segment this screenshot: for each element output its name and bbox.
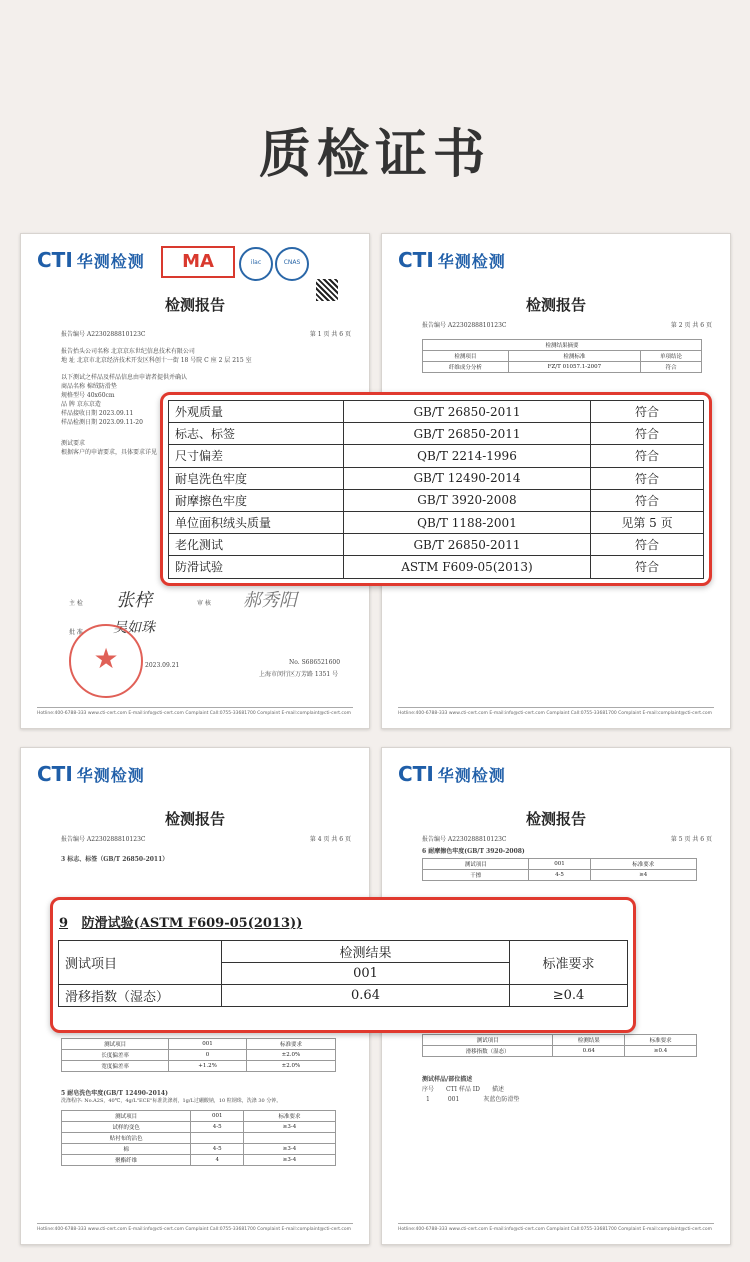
page-number: 第 1 页 共 6 页 xyxy=(309,331,351,338)
section-note: 洗涤程序: No.A2S，40℃，4g/L"ECE"标准洗涤剂，1g/L过硼酸钠，10 粒钢珠，洗涤 30 分钟。 xyxy=(61,1098,282,1104)
page-number: 第 4 页 共 6 页 xyxy=(309,836,351,843)
page-footer: Hotline:400-6788-333 www.cti-cert.com E-mail:info@cti-cert.com Complaint Call:0755-33681700 Complaint E-mail:complaint@cti-cert.com xyxy=(37,707,353,716)
table-cell xyxy=(191,1133,244,1144)
page-number: 第 2 页 共 6 页 xyxy=(670,322,712,329)
table-row xyxy=(169,489,704,511)
test-standard: GB/T 26850-2011 xyxy=(344,534,591,556)
test-result: 符合 xyxy=(591,489,704,511)
cti-logo: CTI 华测检测 xyxy=(37,248,145,272)
summary-title: 检测结果摘要 xyxy=(423,340,702,351)
antislip-heading: 9 防滑试验(ASTM F609-05(2013)) xyxy=(59,916,303,931)
page-number: 第 5 页 共 6 页 xyxy=(670,836,712,843)
test-item: 滑移指数（湿态） xyxy=(59,985,222,1007)
sample-id: 001 xyxy=(529,859,590,870)
doc-line: 地 址 北京市北京经济技术开发区科创十一街 18 号院 C 座 2 层 215 室 xyxy=(61,357,252,364)
test-standard: GB/T 26850-2011 xyxy=(344,423,591,445)
doc-line: 品 牌 京东京造 xyxy=(61,401,101,408)
sign-label: 审 核 xyxy=(197,600,211,607)
summary-table xyxy=(422,339,702,373)
results-callout xyxy=(160,392,712,586)
col-header: 测试项目 xyxy=(423,1035,553,1046)
page-title: 质检证书 xyxy=(258,125,491,185)
table-row xyxy=(169,467,704,489)
col-header: 检测结果 xyxy=(222,941,510,963)
report-title: 检测报告 xyxy=(164,296,225,314)
table-cell: 聚酯纤维 xyxy=(62,1155,191,1166)
table-cell xyxy=(244,1133,336,1144)
doc-line: 商品名称 棉绒防滑垫 xyxy=(61,383,117,390)
table-cell: 长度偏差率 xyxy=(62,1050,169,1061)
report-date: 2023.09.21 xyxy=(145,662,180,669)
doc-line: 根据客户的申请要求，具体要求详见 xyxy=(61,449,158,456)
section-heading: 6 耐摩擦色牢度(GB/T 3920-2008) xyxy=(422,848,525,855)
signature: 吴如珠 xyxy=(113,620,155,636)
cnas-icon: CNAS xyxy=(275,247,309,281)
col-header: 标准要求 xyxy=(246,1039,335,1050)
table-cell: ±2.0% xyxy=(246,1050,335,1061)
test-item: 老化测试 xyxy=(169,534,344,556)
table-row xyxy=(169,423,704,445)
table-cell: +1.2% xyxy=(169,1061,247,1072)
col-header: 测试项目 xyxy=(59,941,222,985)
section-heading: 3 标志、标签（GB/T 26850-2011） xyxy=(61,856,169,863)
test-item: 单位面积绒头质量 xyxy=(169,511,344,533)
test-item: 尺寸偏差 xyxy=(169,445,344,467)
wash-fastness-table xyxy=(61,1110,336,1166)
col-header: 标准要求 xyxy=(244,1111,336,1122)
report-number: 报告编号 A2230288810123C xyxy=(422,836,507,843)
official-seal-icon: ★ xyxy=(69,624,143,698)
table-row xyxy=(169,534,704,556)
table-cell: ≥3-4 xyxy=(244,1155,336,1166)
results-table xyxy=(168,400,704,579)
cma-mark-icon: MA xyxy=(161,246,235,278)
table-cell: 0.64 xyxy=(553,1046,625,1057)
table-row xyxy=(169,401,704,423)
doc-line: 样品检测日期 2023.09.11-20 xyxy=(61,419,143,426)
table-cell: 干擦 xyxy=(423,870,529,881)
sample-row: 1 001 灰蓝色防滑垫 xyxy=(426,1096,520,1103)
table-cell: 符合 xyxy=(640,362,701,373)
test-result: 见第 5 页 xyxy=(591,511,704,533)
test-item: 防滑试验 xyxy=(169,556,344,578)
cti-logo: CTI 华测检测 xyxy=(398,762,506,786)
test-result: 符合 xyxy=(591,534,704,556)
antislip-callout xyxy=(50,897,636,1033)
sample-header-row: 序号 CTI 样品 ID 描述 xyxy=(422,1086,505,1093)
rub-fastness-table xyxy=(422,858,697,881)
page-footer: Hotline:400-6788-333 www.cti-cert.com E-mail:info@cti-cert.com Complaint Call:0755-33681700 Complaint E-mail:complaint@cti-cert.com xyxy=(37,1223,353,1232)
lab-address: 上海市闵行区万芳路 1351 号 xyxy=(259,671,339,678)
test-item: 耐皂洗色牢度 xyxy=(169,467,344,489)
table-row xyxy=(169,556,704,578)
doc-line: 以下测试之样品及样品信息由申请者提供并确认 xyxy=(61,374,188,381)
table-cell: 4-5 xyxy=(191,1122,244,1133)
report-number: 报告编号 A2230288810123C xyxy=(61,836,146,843)
col-header: 检测项目 xyxy=(423,351,509,362)
col-header: 标准要求 xyxy=(590,859,696,870)
table-cell: 宽度偏差率 xyxy=(62,1061,169,1072)
test-standard: GB/T 12490-2014 xyxy=(344,467,591,489)
test-standard: ASTM F609-05(2013) xyxy=(344,556,591,578)
test-result: 符合 xyxy=(591,445,704,467)
sign-label: 批 准 xyxy=(69,629,83,636)
col-header: 单项结论 xyxy=(640,351,701,362)
col-header: 检测结果 xyxy=(553,1035,625,1046)
table-cell: 纤维成分分析 xyxy=(423,362,509,373)
test-result: 符合 xyxy=(591,556,704,578)
test-standard: QB/T 2214-1996 xyxy=(344,445,591,467)
antislip-mini-table xyxy=(422,1034,697,1057)
report-id: No. S686521600 xyxy=(289,659,341,666)
signature: 张梓 xyxy=(116,590,152,611)
antislip-table xyxy=(58,940,628,1007)
doc-line: 规格型号 40x60cm xyxy=(61,392,115,399)
cti-logo: CTI 华测检测 xyxy=(398,248,506,272)
col-header: 测试项目 xyxy=(423,859,529,870)
table-cell: 试样的变色 xyxy=(62,1122,191,1133)
table-cell: 贴衬布的沾色 xyxy=(62,1133,191,1144)
test-standard: GB/T 26850-2011 xyxy=(344,401,591,423)
report-title: 检测报告 xyxy=(525,810,586,828)
test-item: 标志、标签 xyxy=(169,423,344,445)
table-cell: FZ/T 01057.1-2007 xyxy=(508,362,640,373)
test-result: 符合 xyxy=(591,467,704,489)
table-cell: ±2.0% xyxy=(246,1061,335,1072)
test-item: 外观质量 xyxy=(169,401,344,423)
sign-label: 主 检 xyxy=(69,600,83,607)
ilac-mra-icon: ilac xyxy=(239,247,273,281)
section-heading: 5 耐皂洗色牢度(GB/T 12490-2014) xyxy=(61,1090,168,1097)
col-header: 测试项目 xyxy=(62,1111,191,1122)
report-number: 报告编号 A2230288810123C xyxy=(61,331,146,338)
cti-logo: CTI 华测检测 xyxy=(37,762,145,786)
test-result: 符合 xyxy=(591,423,704,445)
col-header: 标准要求 xyxy=(510,941,628,985)
table-cell: 0 xyxy=(169,1050,247,1061)
table-cell: 棉 xyxy=(62,1144,191,1155)
table-row xyxy=(169,511,704,533)
test-standard: QB/T 1188-2001 xyxy=(344,511,591,533)
doc-line: 报告抬头公司名称 北京京东世纪信息技术有限公司 xyxy=(61,348,195,355)
test-requirement: ≥0.4 xyxy=(510,985,628,1007)
test-value: 0.64 xyxy=(222,985,510,1007)
table-cell: ≥0.4 xyxy=(625,1046,697,1057)
page-footer: Hotline:400-6788-333 www.cti-cert.com E-mail:info@cti-cert.com Complaint Call:0755-33681700 Complaint E-mail:complaint@cti-cert.com xyxy=(398,1223,714,1232)
table-cell: 滑移指数（湿态） xyxy=(423,1046,553,1057)
section-heading: 测试样品/部位描述 xyxy=(422,1076,473,1083)
table-cell: 4-5 xyxy=(529,870,590,881)
col-header: 检测标准 xyxy=(508,351,640,362)
sample-id: 001 xyxy=(191,1111,244,1122)
table-row xyxy=(169,445,704,467)
table-cell: ≥3-4 xyxy=(244,1144,336,1155)
sample-id: 001 xyxy=(169,1039,247,1050)
page-footer: Hotline:400-6788-333 www.cti-cert.com E-mail:info@cti-cert.com Complaint Call:0755-33681700 Complaint E-mail:complaint@cti-cert.com xyxy=(398,707,714,716)
table-cell: 4 xyxy=(191,1155,244,1166)
col-header: 测试项目 xyxy=(62,1039,169,1050)
sample-id: 001 xyxy=(222,963,510,985)
test-result: 符合 xyxy=(591,401,704,423)
col-header: 标准要求 xyxy=(625,1035,697,1046)
test-item: 耐摩擦色牢度 xyxy=(169,489,344,511)
report-title: 检测报告 xyxy=(525,296,586,314)
test-standard: GB/T 3920-2008 xyxy=(344,489,591,511)
signature: 郝秀阳 xyxy=(243,590,297,611)
doc-line: 样品接收日期 2023.09.11 xyxy=(61,410,134,417)
doc-line: 测试要求 xyxy=(61,440,86,447)
report-number: 报告编号 A2230288810123C xyxy=(422,322,507,329)
table-cell: 4-5 xyxy=(191,1144,244,1155)
dimension-table xyxy=(61,1038,336,1072)
report-title: 检测报告 xyxy=(164,810,225,828)
table-cell: ≥3-4 xyxy=(244,1122,336,1133)
table-cell: ≥4 xyxy=(590,870,696,881)
